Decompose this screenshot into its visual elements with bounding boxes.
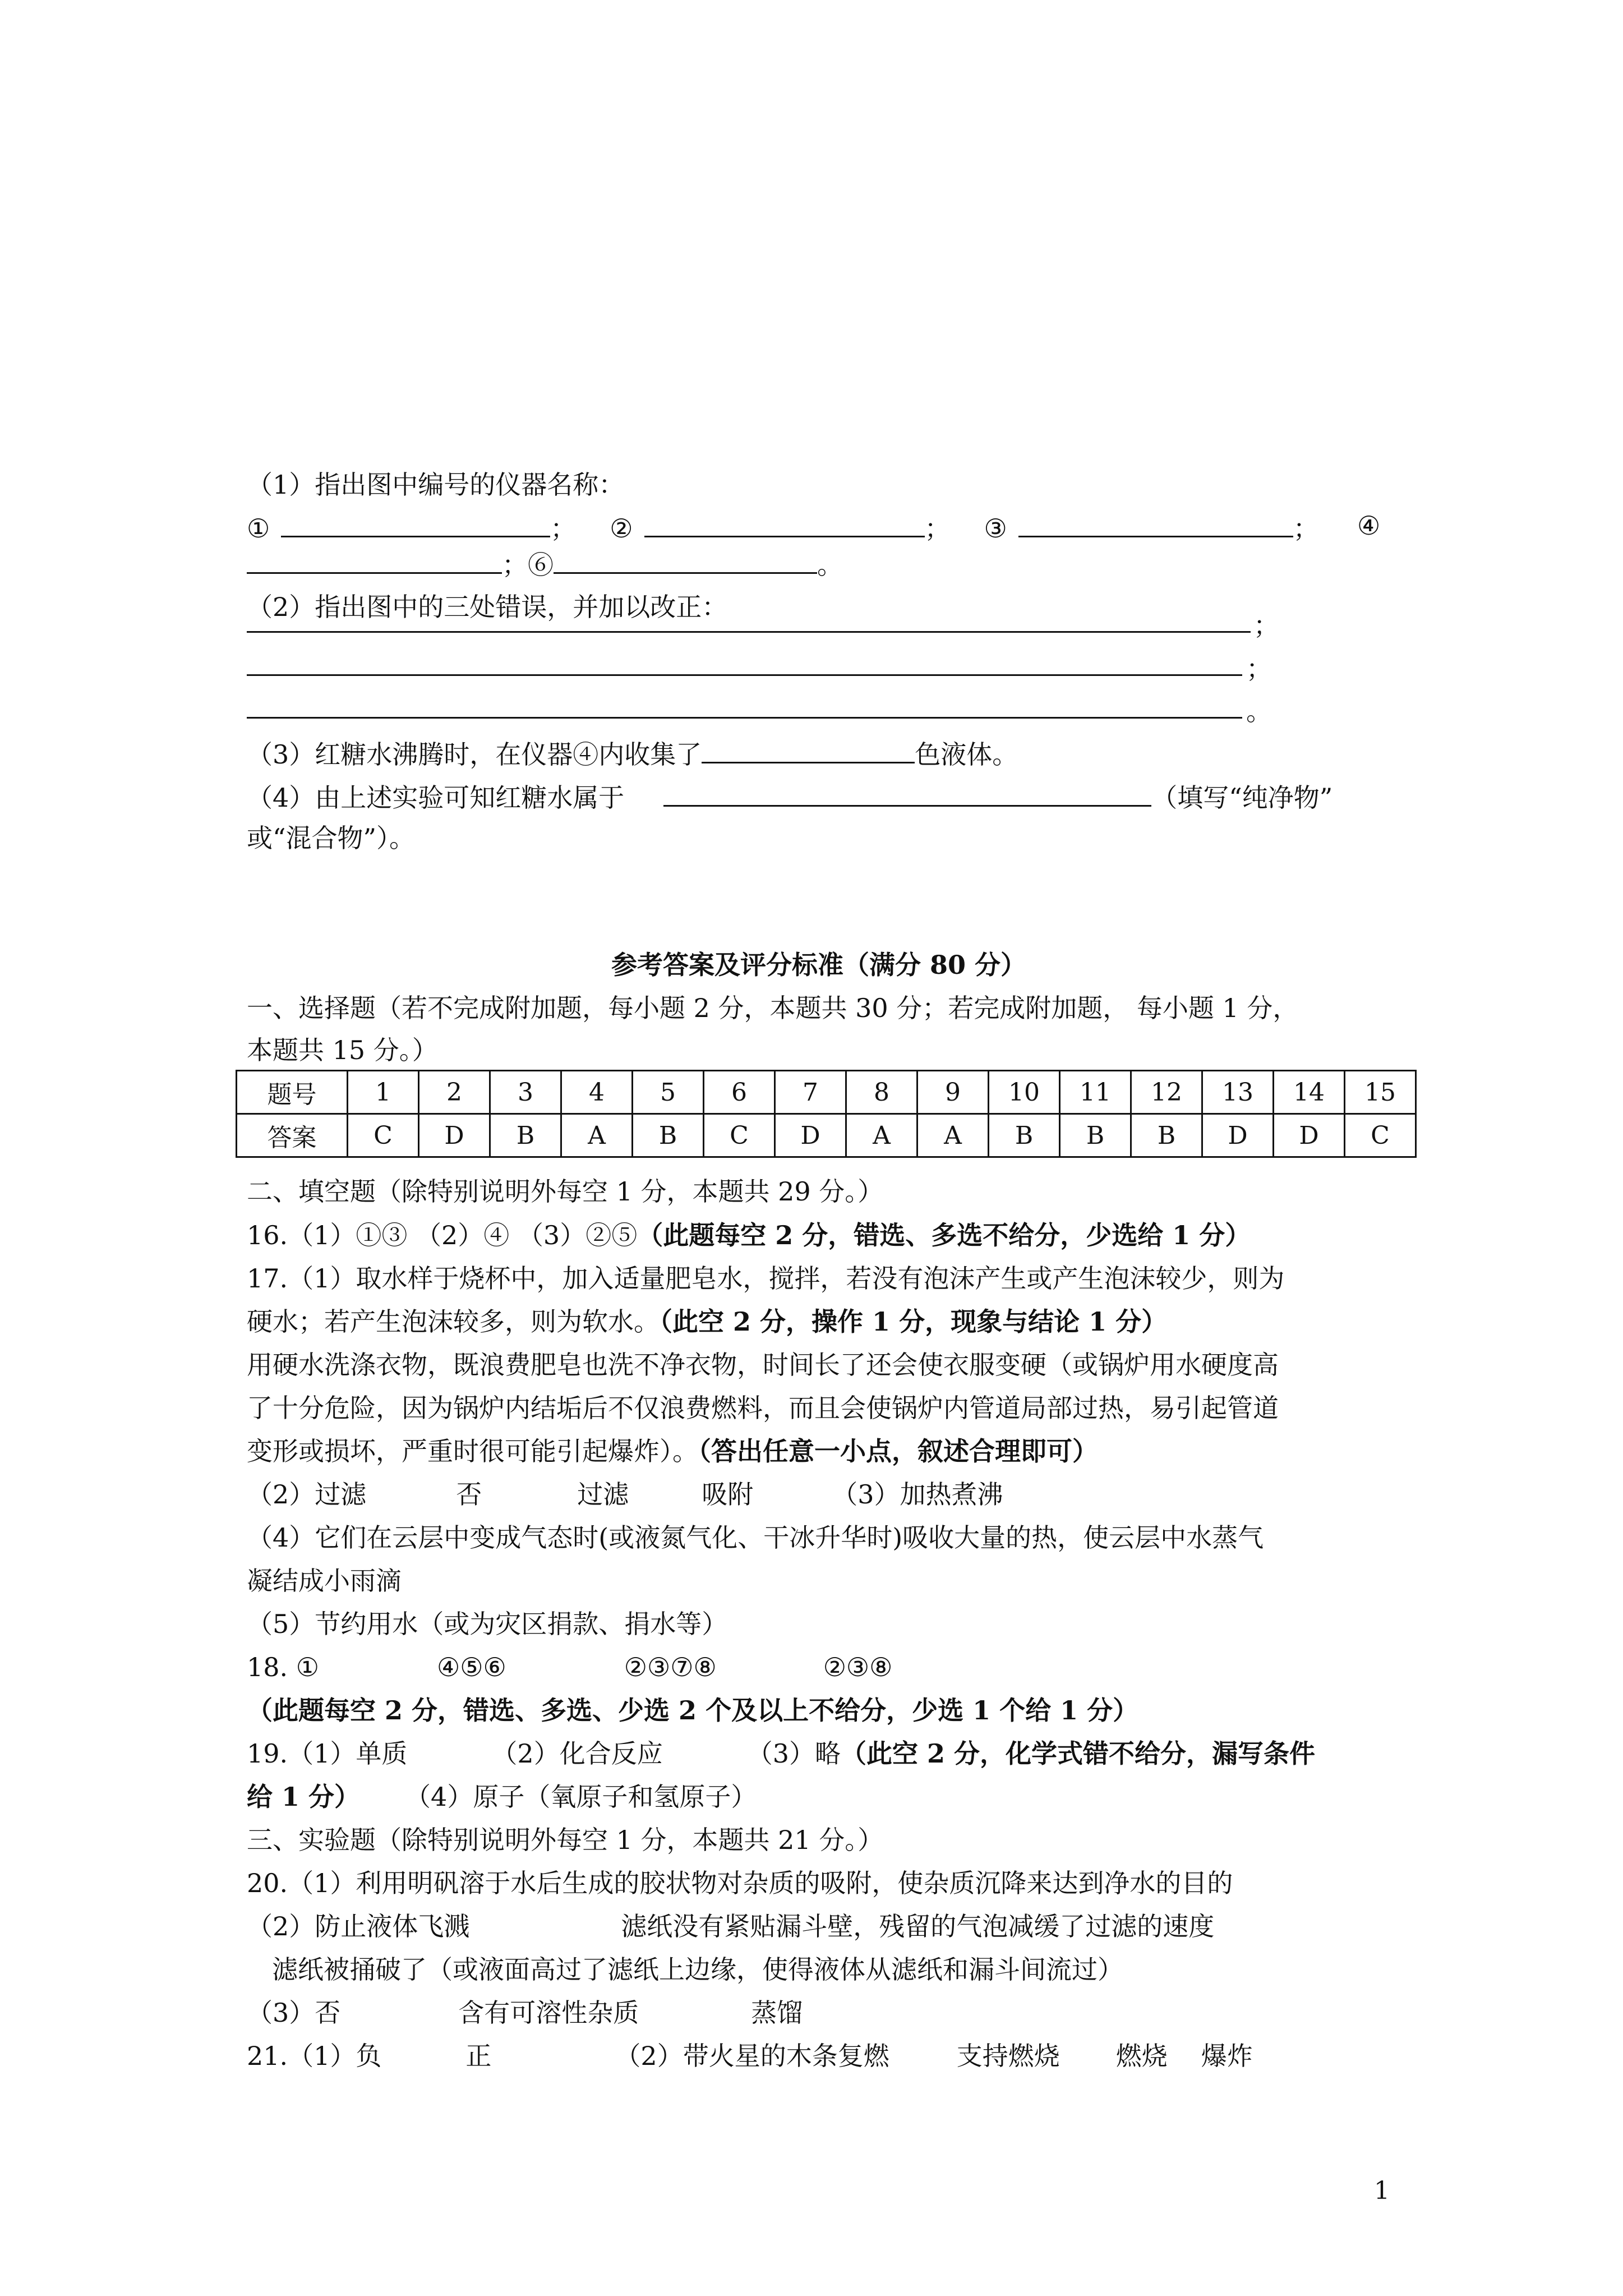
answer-17-l5: [247, 1433, 1391, 1469]
answer-20-l4: [247, 1995, 1391, 2031]
answer-20-l3: 滤纸被捅破了（或液面高过了滤纸上边缘，使得液体从滤纸和漏斗间流过）: [272, 1954, 1123, 1985]
table-cell: 10: [989, 1071, 1060, 1114]
answer-17-l7: （4）它们在云层中变成气态时(或液氮气化、干冰升华时)吸收大量的热，使云层中水蒸气: [247, 1522, 1264, 1553]
q2-answer-line-2[interactable]: [247, 674, 1242, 676]
table-cell: D: [1274, 1114, 1345, 1157]
table-cell: A: [917, 1114, 989, 1157]
q2-answer-line-1[interactable]: [247, 631, 1251, 633]
q1-label: （1）指出图中编号的仪器名称：: [247, 470, 625, 500]
sep-3: ；: [1293, 513, 1319, 544]
table-cell: C: [1345, 1114, 1416, 1157]
q4-post: （填写“纯净物”: [1151, 783, 1333, 813]
table-cell: C: [704, 1114, 775, 1157]
answer-17-l2: [247, 1304, 1391, 1340]
answer-19-part: （4）原子（氧原子和氢原子）: [405, 1782, 757, 1812]
answer-19-l1: [247, 1736, 1391, 1772]
answer-19-note: （此空 2 分，化学式错不给分，漏写条件: [840, 1738, 1316, 1769]
answer-17-l2-note: （此空 2 分，操作 1 分，现象与结论 1 分）: [660, 1306, 1168, 1337]
answer-16-note: （此题每空 2 分，错选、多选不给分，少选给 1 分）: [637, 1220, 1251, 1250]
blank-3[interactable]: [1018, 508, 1293, 537]
marker-2-label: ②: [610, 513, 633, 544]
answer-17-l5-text: 变形或损坏，严重时很可能引起爆炸）。: [247, 1436, 698, 1466]
answer-21-part: 爆炸: [1201, 2041, 1253, 2071]
table-row-numbers: [237, 1071, 1416, 1114]
sec2-heading: 二、填空题（除特别说明外每空 1 分，本题共 29 分。）: [247, 1176, 884, 1207]
table-cell: C: [348, 1114, 419, 1157]
table-cell: 1: [348, 1071, 419, 1114]
sec1-line1: 一、选择题（若不完成附加题，每小题 2 分，本题共 30 分；若完成附加题， 每小题 1 分，: [247, 993, 1299, 1023]
answer-17-l1: 17.（1）取水样于烧杯中，加入适量肥皂水，搅拌，若没有泡沫产生或产生泡沫较少，则为: [247, 1263, 1285, 1294]
answer-19-part: （2）化合反应: [491, 1738, 663, 1769]
answer-17-l6: [247, 1476, 1391, 1512]
table-cell: D: [775, 1114, 846, 1157]
q2-punct-2: ；: [1246, 654, 1272, 684]
answer-17-l4: 了十分危险，因为锅炉内结垢后不仅浪费燃料，而且会使锅炉内管道局部过热，易引起管道: [247, 1393, 1279, 1423]
q4-line: [247, 777, 1391, 816]
answer-21-part: 燃烧: [1115, 2041, 1168, 2071]
answer-17-l8: 凝结成小雨滴: [247, 1566, 402, 1596]
table-cell: 12: [1131, 1071, 1202, 1114]
answer-16-text: 16.（1）①③ （2）④ （3）②⑤: [247, 1220, 638, 1250]
table-cell: D: [1202, 1114, 1274, 1157]
marker-3-label: ③: [984, 513, 1007, 544]
table-cell: B: [989, 1114, 1060, 1157]
answer-17-l9: （5）节约用水（或为灾区捐款、捐水等）: [247, 1609, 728, 1639]
answer-17-part: （2）过滤: [247, 1479, 367, 1510]
table-cell: 3: [490, 1071, 561, 1114]
answer-18-l1: [247, 1649, 1391, 1685]
q4-pre: （4）由上述实验可知红糖水属于: [247, 783, 625, 813]
row-label-numbers: 题号: [237, 1071, 348, 1114]
answer-18-part: ④⑤⑥: [437, 1652, 506, 1682]
table-cell: B: [1060, 1114, 1131, 1157]
answer-18-note: （此题每空 2 分，错选、多选、少选 2 个及以上不给分，少选 1 个给 1 分）: [247, 1695, 1139, 1726]
q3-pre: （3）红糖水沸腾时，在仪器④内收集了: [247, 739, 702, 770]
answer-21-part: 支持燃烧: [956, 2041, 1060, 2071]
answer-20-part: 蒸馏: [751, 1998, 803, 2028]
q3-blank[interactable]: [702, 734, 915, 763]
answer-20-part: （3）否: [247, 1998, 341, 2028]
table-cell: 13: [1202, 1071, 1274, 1114]
answer-20-part: 滤纸没有紧贴漏斗壁，残留的气泡减缓了过滤的速度: [621, 1911, 1215, 1941]
answer-19-part: （3）略: [746, 1738, 841, 1769]
q1-blanks-row: [247, 508, 1391, 546]
answer-19-part: 19.（1）单质: [247, 1738, 408, 1769]
table-cell: B: [1131, 1114, 1202, 1157]
table-row-answers: [237, 1114, 1416, 1157]
q3-post: 色液体。: [915, 739, 1018, 770]
q2-label: （2）指出图中的三处错误，并加以改正：: [247, 592, 728, 622]
page-number: 1: [1374, 2177, 1390, 2205]
answer-title: 参考答案及评分标准（满分 80 分）: [611, 950, 1027, 980]
marker-4-label: ④: [1357, 510, 1381, 541]
blank-4[interactable]: [247, 544, 502, 574]
q2-punct-3: 。: [1246, 696, 1272, 726]
q4-line2: 或“混合物”）。: [247, 823, 416, 853]
answer-20-part: （2）防止液体飞溅: [247, 1911, 470, 1941]
sep-4: ；: [502, 550, 528, 580]
sec1-line2: 本题共 15 分。）: [247, 1035, 438, 1065]
table-cell: 15: [1345, 1071, 1416, 1114]
answer-21: [247, 2038, 1391, 2074]
q2-answer-line-3[interactable]: [247, 717, 1242, 719]
blank-2[interactable]: [644, 508, 925, 537]
answer-19-note-end: 给 1 分）: [247, 1782, 361, 1812]
answer-17-part: 吸附: [702, 1479, 754, 1510]
answer-20-l2: [247, 1908, 1391, 1944]
blank-6[interactable]: [554, 544, 817, 574]
table-cell: B: [633, 1114, 704, 1157]
answer-20-l1: 20.（1）利用明矾溶于水后生成的胶状物对杂质的吸附，使杂质沉降来达到净水的目的: [247, 1868, 1233, 1898]
table-cell: A: [561, 1114, 633, 1157]
sep-2: ；: [924, 513, 951, 544]
table-cell: 5: [633, 1071, 704, 1114]
answer-16: [247, 1217, 1391, 1253]
answer-17-l2-text: 硬水；若产生泡沫较多，则为软水。: [247, 1306, 660, 1337]
blank-1[interactable]: [281, 508, 550, 537]
answer-17-part: （3）加热煮沸: [832, 1479, 1003, 1510]
table-cell: 8: [846, 1071, 917, 1114]
table-cell: A: [846, 1114, 917, 1157]
table-cell: 6: [704, 1071, 775, 1114]
table-cell: 2: [419, 1071, 490, 1114]
q1-blanks-row2: [247, 544, 1391, 583]
q4-blank[interactable]: [663, 777, 1151, 807]
q2-punct-1: ；: [1253, 610, 1279, 641]
table-cell: 14: [1274, 1071, 1345, 1114]
sep-1: ；: [550, 513, 577, 544]
answer-21-part: （2）带火星的木条复燃: [615, 2041, 889, 2071]
answer-17-part: 过滤: [577, 1479, 629, 1510]
sec3-heading: 三、实验题（除特别说明外每空 1 分，本题共 21 分。）: [247, 1825, 884, 1855]
answer-17-l3: 用硬水洗涤衣物，既浪费肥皂也洗不净衣物，时间长了还会使衣服变硬（或锅炉用水硬度高: [247, 1350, 1279, 1380]
table-cell: D: [419, 1114, 490, 1157]
answer-table: [236, 1070, 1417, 1158]
row-label-answers: 答案: [237, 1114, 348, 1157]
answer-19-l2: [247, 1779, 1391, 1815]
table-cell: B: [490, 1114, 561, 1157]
table-cell: 9: [917, 1071, 989, 1114]
answer-18-part: 18. ①: [247, 1652, 320, 1682]
answer-17-part: 否: [456, 1479, 482, 1510]
table-cell: 11: [1060, 1071, 1131, 1114]
table-cell: 7: [775, 1071, 846, 1114]
answer-18-part: ②③⑦⑧: [624, 1652, 717, 1682]
end-mark: 。: [817, 550, 843, 580]
answer-20-part: 含有可溶性杂质: [458, 1998, 639, 2028]
answer-17-l5-note: （答出任意一小点，叙述合理即可）: [698, 1436, 1098, 1466]
answer-18-part: ②③⑧: [823, 1652, 893, 1682]
answer-21-part: 21.（1）负: [247, 2041, 382, 2071]
marker-6-label: ⑥: [528, 550, 554, 580]
q3-line: [247, 734, 1391, 772]
answer-21-part: 正: [465, 2041, 492, 2071]
marker-1-label: ①: [247, 513, 270, 544]
table-cell: 4: [561, 1071, 633, 1114]
